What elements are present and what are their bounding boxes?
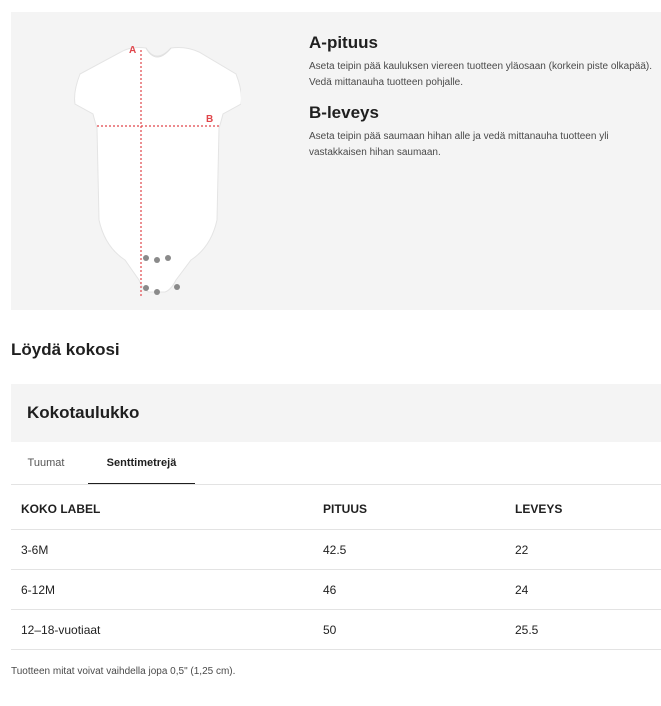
size-cell: 12–18-vuotiaat <box>11 610 323 650</box>
tab-centimeters[interactable]: Senttimetrejä <box>88 442 195 484</box>
snap-button <box>174 284 180 290</box>
size-chart-title: Kokotaulukko <box>27 403 140 422</box>
tab-inches[interactable]: Tuumat <box>27 457 65 469</box>
width-cell: 22 <box>515 530 661 570</box>
size-table <box>11 489 661 650</box>
snap-button <box>143 255 149 261</box>
column-header-length: PITUUS <box>323 489 515 530</box>
size-cell: 3-6M <box>11 530 323 570</box>
marker-a-label: A <box>129 45 137 56</box>
length-cell: 46 <box>323 570 515 610</box>
column-header-width: LEVEYS <box>515 489 661 530</box>
snap-button <box>143 285 149 291</box>
snap-button <box>165 255 171 261</box>
table-row <box>11 610 661 650</box>
snap-button <box>154 289 160 295</box>
length-title: A-pituus <box>309 33 378 52</box>
table-header-row <box>11 489 661 530</box>
bodysuit-shape <box>75 48 241 293</box>
bodysuit-illustration <box>71 22 241 307</box>
measurement-guide-panel <box>11 12 661 310</box>
size-cell: 6-12M <box>11 570 323 610</box>
table-row <box>11 570 661 610</box>
find-size-heading: Löydä kokosi <box>11 340 120 359</box>
column-header-size: KOKO LABEL <box>11 489 323 530</box>
width-cell: 24 <box>515 570 661 610</box>
width-description: Aseta teipin pää saumaan hihan alle ja vedä mittanauha tuotteen yli vastakkaisen hihan saumaan. <box>309 131 609 158</box>
length-description: Aseta teipin pää kauluksen viereen tuotteen yläosaan (korkein piste olkapää). Vedä mittanauha tuotteen pohjalle. <box>309 61 652 88</box>
unit-tabs <box>11 442 661 485</box>
width-cell: 25.5 <box>515 610 661 650</box>
table-row <box>11 530 661 570</box>
length-cell: 42.5 <box>323 530 515 570</box>
width-title: B-leveys <box>309 103 379 122</box>
length-cell: 50 <box>323 610 515 650</box>
size-chart-header <box>11 384 661 442</box>
measurement-footnote: Tuotteen mitat voivat vaihdella jopa 0,5" (1,25 cm). <box>11 666 236 677</box>
measurement-instructions <box>309 32 659 161</box>
marker-b-label: B <box>206 114 214 125</box>
snap-button <box>154 257 160 263</box>
